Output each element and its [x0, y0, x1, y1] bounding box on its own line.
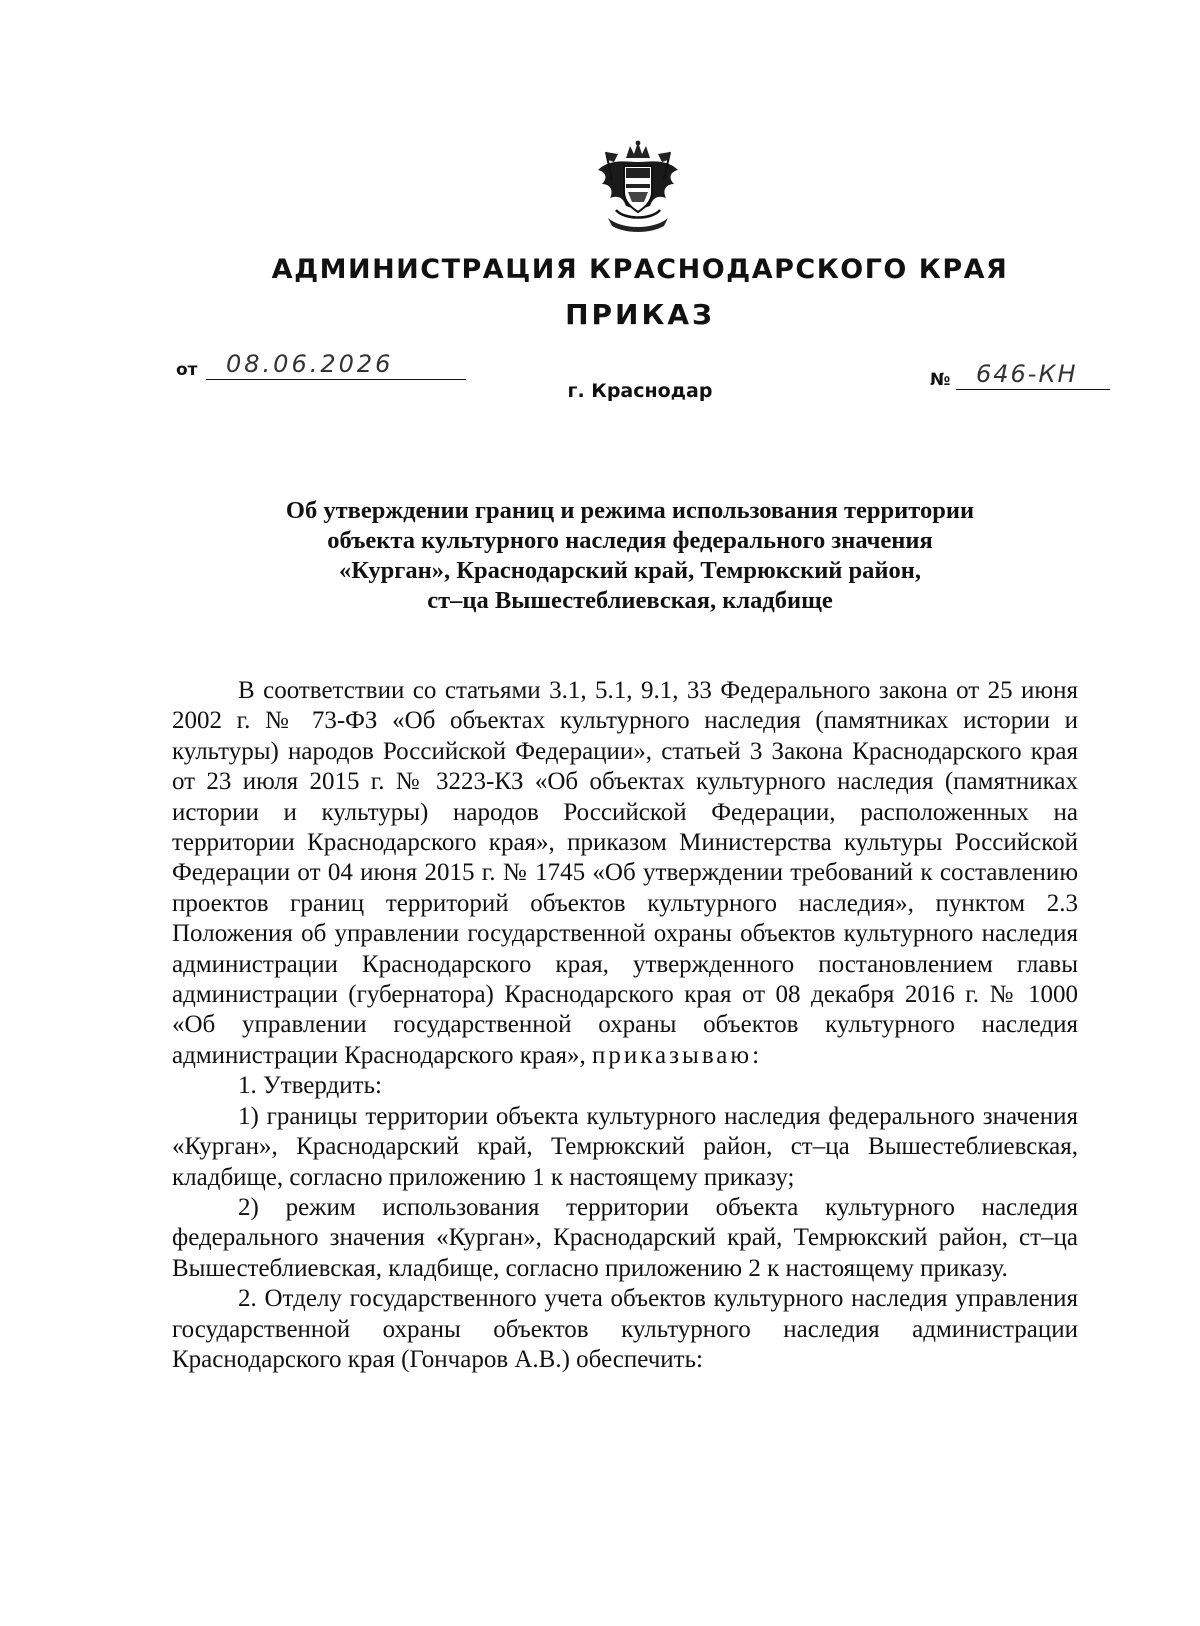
number-field: [930, 360, 1110, 394]
city-label: г. Краснодар: [567, 380, 713, 402]
document-subject: [200, 496, 1060, 616]
date-field: [176, 350, 466, 384]
number-underline: [956, 389, 1110, 390]
handwritten-date: 08.06.2026: [226, 350, 394, 378]
document-body: [172, 676, 1078, 1375]
item-2-paragraph: 2. Отделу государственного учета объектов культурного наследия управления государственной охраны объектов культурного наследия администрации Краснодарского края (Гончаров А.В.) обеспечить:: [172, 1285, 1078, 1373]
preamble-paragraph: [172, 676, 1078, 1071]
handwritten-number: 646-КН: [976, 360, 1078, 388]
document-type: ПРИКАЗ: [565, 298, 715, 331]
subject-line: Об утверждении границ и режима использования территории: [285, 497, 975, 524]
subject-line: объекта культурного наследия федерального значения: [327, 527, 933, 554]
order-word: приказываю:: [592, 1041, 763, 1069]
number-prefix-label: №: [930, 370, 951, 390]
preamble-text: В соответствии со статьями 3.1, 5.1, 9.1, 33 Федерального закона от 25 июня 2002 г. № 73-ФЗ «Об объектах культурного наследия (памятниках истории и культуры) народов Российской Федерации», статьей 3 Закона Краснодарского края от 23 июля 2015 г. № 3223-КЗ «Об объектах культурного наследия (памятниках истории и культуры) народов Российской Федерации, расположенных на территории Краснодарского края», приказом Министерства культуры Российской Федерации от 04 июня 2015 г. № 1745 «Об утверждении требований к составлению проектов границ территорий объектов культурного наследия», пунктом 2.3 Положения об управлении государственной охраны объектов культурного наследия администрации Краснодарского края, утвержденного постановлением главы администрации (губернатора) Краснодарского края от 08 декабря 2016 г. № 1000 «Об управлении государственной охраны объектов культурного наследия администрации Краснодарского края»,: [172, 677, 1078, 1069]
item-1-2-paragraph: 2) режим использования территории объекта культурного наследия федерального значения «Курган», Краснодарский край, Темрюкский район, ст–ца Вышестеблиевская, кладбище, согласно приложению 2 к настоящему приказу.: [172, 1193, 1078, 1282]
item-1-1-paragraph: 1) границы территории объекта культурного наследия федерального значения «Курган», Краснодарский край, Темрюкский район, ст–ца Вышестеблиевская, кладбище, согласно приложению 1 к настоящему приказу;: [172, 1102, 1078, 1191]
coat-of-arms-icon: [588, 140, 688, 236]
coat-of-arms-emblem: [588, 140, 688, 236]
organization-title: АДМИНИСТРАЦИЯ КРАСНОДАРСКОГО КРАЯ: [271, 254, 1009, 285]
item-1-paragraph: 1. Утвердить:: [238, 1072, 382, 1100]
date-prefix-label: от: [176, 360, 198, 380]
subject-line: «Курган», Краснодарский край, Темрюкский район,: [338, 557, 922, 584]
subject-line: ст–ца Вышестеблиевская, кладбище: [427, 587, 833, 614]
